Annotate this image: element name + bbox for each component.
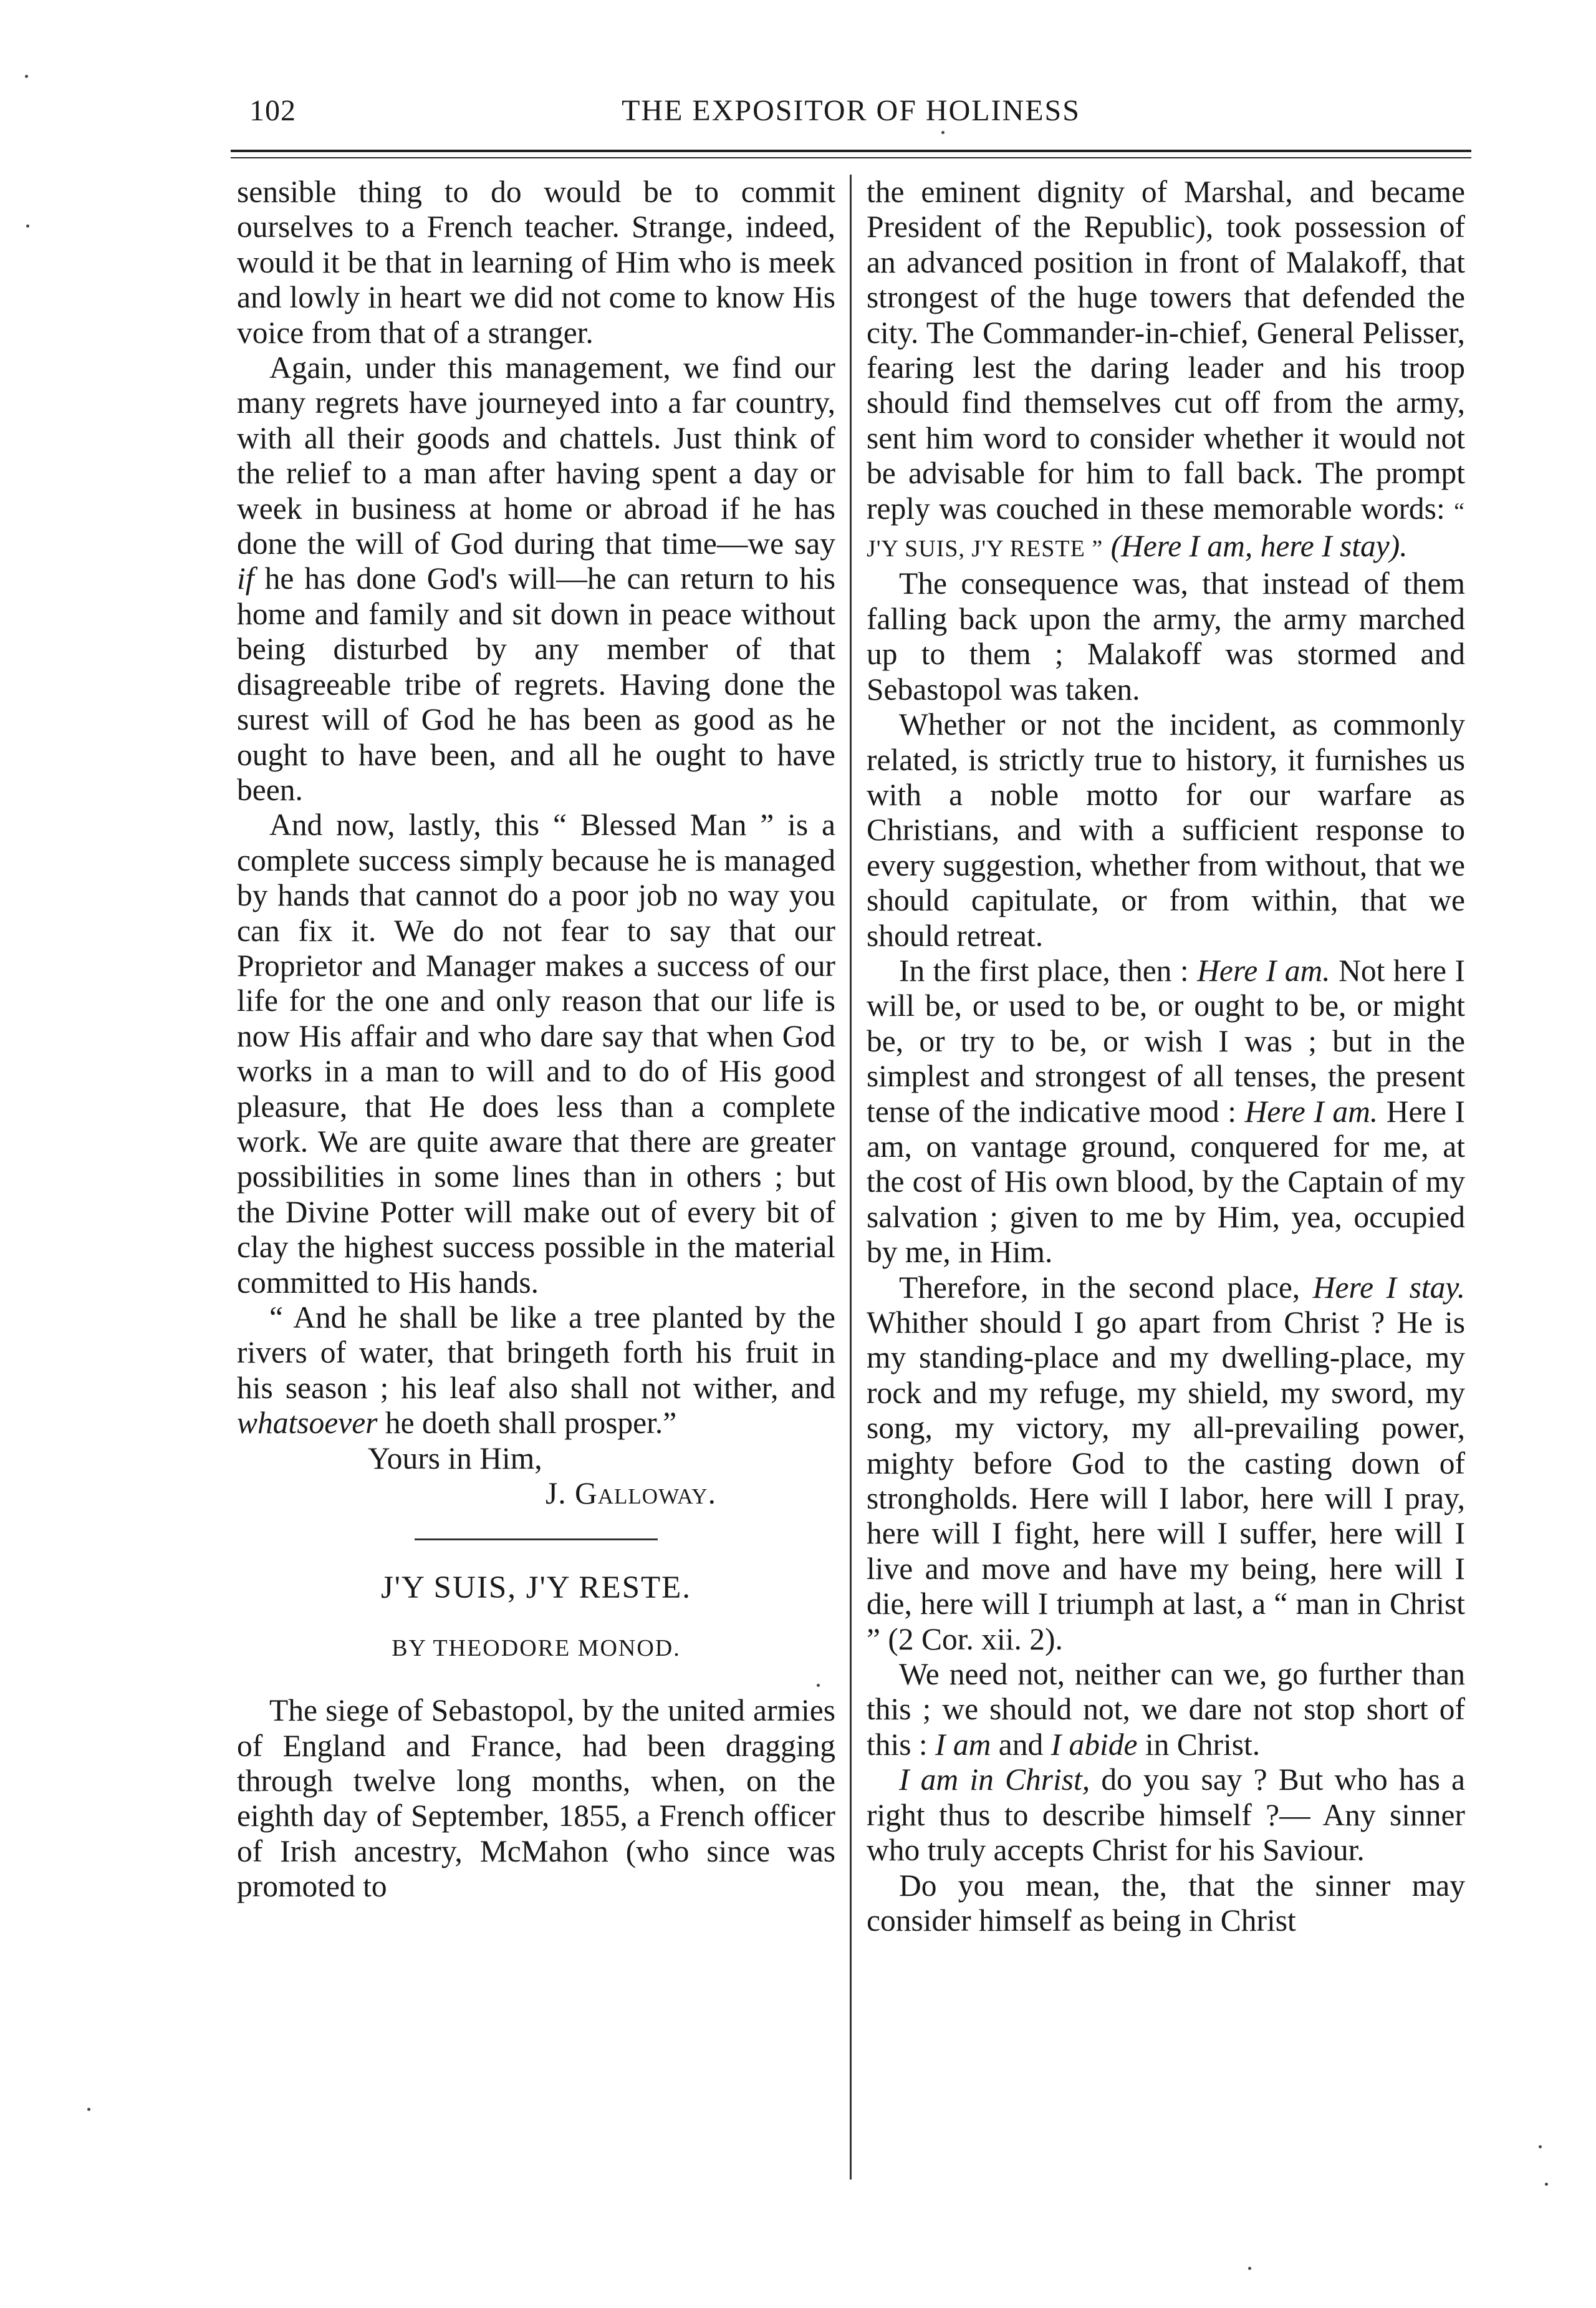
article-title: J'Y SUIS, J'Y RESTE. (380, 1570, 692, 1606)
paragraph (867, 1762, 1465, 1868)
emphasis: I am in Christ, (899, 1762, 1090, 1797)
page-header (231, 94, 1471, 137)
emphasis: Here I am. (1197, 953, 1330, 988)
emphasis: Here I am. (1244, 1094, 1378, 1129)
emphasis: whatsoever (237, 1406, 378, 1441)
article-byline: BY THEODORE MONOD. (392, 1634, 681, 1661)
text-run: Again, under this management, we find our many regrets have journeyed into a far country, with all their goods and chattels. Just think of the relief to a man after having spent a day or week in business at home or abroad if he has done the will of God during that time—we say (237, 350, 835, 561)
motto: “ J'Y SUIS, J'Y RESTE ” (867, 498, 1465, 563)
header-rule (231, 150, 1471, 152)
paragraph: The consequence was, that instead of them falling back upon the army, the army marched up to them ; Malakoff was stormed and Sebastopol was taken. (867, 566, 1465, 707)
text-run: Whither should I go apart from Christ ? He is my standing-place and my dwelling-place, my rock and my refuge, my shield, my sword, my song, my victory, my all-prevailing power, mighty before God to the casting down of strongholds. Here will I labor, here will I pray, here will I fight, here will I suffer, here will I live and move and have my being, here will I die, here will I triumph at last, a “ man in Christ ” (2 Cor. xii. 2). (867, 1305, 1465, 1656)
paragraph (867, 954, 1465, 1270)
scripture-quote (237, 1300, 835, 1441)
text-run: We need not, neither can we, go further than this ; we should not, we dare not stop short of this : (867, 1657, 1465, 1762)
right-column (867, 175, 1465, 1938)
text-run: and (998, 1727, 1044, 1762)
page-number: 102 (249, 94, 296, 127)
text-run: in Christ. (1145, 1727, 1261, 1762)
text-run: he doeth shall prosper.” (385, 1406, 677, 1441)
paragraph (867, 1657, 1465, 1762)
paragraph: Do you mean, the, that the sinner may consider himself as being in Christ (867, 1868, 1465, 1938)
paragraph: sensible thing to do would be to commit ourselves to a French teacher. Strange, indeed, would it be that in learning of Him who is meek and lowly in heart we did not come to know His voice from that of a stranger. (237, 175, 835, 350)
speck (87, 2108, 90, 2111)
speck (941, 131, 945, 134)
author-signature: J. Galloway. (546, 1476, 716, 1511)
text-run: “ And he shall be like a tree planted by the rivers of water, that bringeth forth his fruit in his season ; his leaf also shall not wither, and (237, 1300, 835, 1405)
text-run: Therefore, in the second place, (899, 1270, 1300, 1305)
paragraph (237, 350, 835, 808)
header-rule-thin (231, 157, 1471, 158)
speck (817, 1684, 820, 1687)
column-divider (850, 175, 852, 2180)
text-run: In the first place, then : (899, 953, 1189, 988)
emphasis: I am (935, 1727, 991, 1762)
text-run: Here I am, on vantage ground, conquered for me, at the cost of His own blood, by the Captain of my salvation ; given to me by Him, yea, occupied by me, in Him. (867, 1094, 1465, 1270)
section-divider (415, 1538, 658, 1540)
text-run: the eminent dignity of Marshal, and became President of the Republic), took possession of an advanced position in front of Malakoff, that strongest of the huge towers that defended the city. The Commander-in-chief, General Pelisser, fearing lest the daring leader and his troop should find themselves cut off from the army, sent him word to consider whether it would not be advisable for him to fall back. The prompt reply was couched in these memorable words: (867, 175, 1465, 526)
emphasis: Here I stay. (1312, 1270, 1466, 1305)
speck (1248, 2267, 1251, 2270)
text-run: do you say ? But who has a right thus to describe himself ?— Any sinner who truly accepts Christ for his Saviour. (867, 1762, 1465, 1868)
left-column (237, 175, 835, 1905)
emphasis: (Here I am, here I stay). (1110, 529, 1408, 564)
speck (25, 75, 28, 78)
paragraph (867, 1270, 1465, 1657)
letter-closing: Yours in Him, (368, 1441, 542, 1475)
paragraph: Whether or not the incident, as commonly related, is strictly true to history, it furnishes us with a noble motto for our warfare as Christians, and with a sufficient response to every suggestion, whether from without, that we should capitulate, or from within, that we should retreat. (867, 707, 1465, 953)
speck (1539, 2145, 1542, 2148)
emphasis: if (237, 561, 254, 596)
emphasis: I abide (1050, 1727, 1138, 1762)
paragraph: And now, lastly, this “ Blessed Man ” is a complete success simply because he is managed by hands that cannot do a poor job no way you can fix it. We do not fear to say that our Proprietor and Manager makes a success of our life for the one and only reason that our life is now His affair and who dare say that when God works in a man to will and to do of His good pleasure, that He does less than a complete work. We are quite aware that there are greater possibilities in some lines than in others ; but the Divine Potter will make out of every bit of clay the highest success possible in the material committed to His hands. (237, 808, 835, 1300)
text-run: he has done God's will—he can return to his home and family and sit down in peace without being disturbed by any member of that disagreeable tribe of regrets. Having done the surest will of God he has been as good as he ought to have been, and all he ought to have been. (237, 561, 836, 807)
running-title: THE EXPOSITOR OF HOLINESS (622, 94, 1080, 127)
paragraph: The siege of Sebastopol, by the united armies of England and France, had been dragging through twelve long months, when, on the eighth day of September, 1855, a French officer of Irish ancestry, McMahon (who since was promoted to (237, 1693, 835, 1904)
text-run: Not here I will be, or used to be, or ought to be, or might be, or try to be, or wish I was ; but in the simplest and strongest of all tenses, the present tense of the indicative mood : (867, 953, 1465, 1129)
paragraph (867, 175, 1465, 566)
speck (1545, 2183, 1548, 2186)
speck (26, 225, 29, 228)
